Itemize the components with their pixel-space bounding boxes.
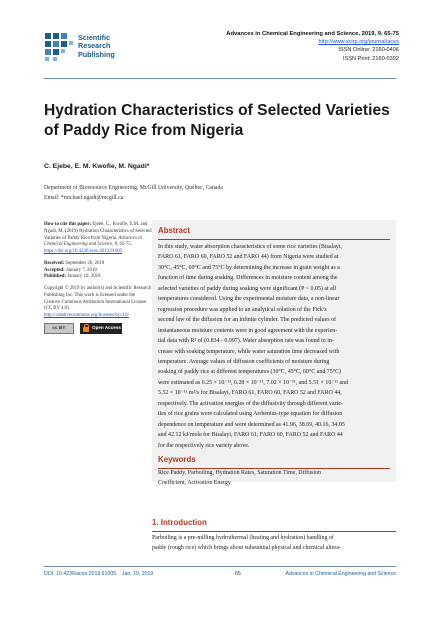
accepted-date: Accepted: January 7, 2018 xyxy=(44,267,97,273)
abstract-line: temperature. Average values of diffusion coefficients of moisture during xyxy=(158,358,330,365)
affiliation-text: Department of Bioresource Engineering, McGill University, Québec, Canada xyxy=(44,185,223,191)
issn-online: ISSN Online: 2160-0406 xyxy=(338,47,399,54)
abstract-line: selected varieties of paddy during soaking were significant (P < 0.05) at all xyxy=(158,285,337,292)
page-header xyxy=(0,0,440,86)
citation-doi-link[interactable]: https://doi.org/10.4236/aces.2019.91005 xyxy=(44,249,123,254)
dates-block xyxy=(44,261,152,281)
open-access-badge[interactable] xyxy=(80,323,122,334)
abstract-line: FARO 61, FARO 60, FARO 52 and FARO 44) from Nigeria were studied at xyxy=(158,254,339,261)
license-link[interactable]: http://creativecommons.org/licenses/by/4.0/ xyxy=(44,313,129,318)
keywords-heading: Keywords xyxy=(158,455,196,464)
keywords-body xyxy=(158,468,390,489)
abstract-line: dependence on temperature and were determined as 41.96, 38.69, 40.16, 34.05 xyxy=(158,421,345,428)
footer-doi[interactable]: DOI: 10.4236/aces.2019.91005 xyxy=(44,571,117,577)
abstract-line: instantaneous moisture contents were in good agreement with the experien- xyxy=(158,327,338,334)
open-access-label: Open Access xyxy=(92,324,121,330)
abstract-body xyxy=(158,242,390,451)
abstract-heading: Abstract xyxy=(158,226,191,235)
footer-divider xyxy=(44,566,396,567)
open-access-lock-icon xyxy=(83,324,89,332)
abstract-divider xyxy=(158,239,390,240)
citation-journal: Advances in Chemical Engineering and Science, 9 xyxy=(44,235,142,248)
introduction-body xyxy=(152,533,396,554)
footer-doi-date xyxy=(44,571,153,577)
article-authors: C. Ejebe, E. M. Kwofie, M. Ngadi* xyxy=(44,163,150,170)
published-date: Published: January 10, 2018 xyxy=(44,274,101,280)
article-title: Hydration Characteristics of Selected Varieties of Paddy Rice from Nigeria xyxy=(44,102,390,139)
copyright-text: Copyright © 2019 by author(s) and Scientific Research Publishing Inc. This work is licensed under the Creative Commons Attribution International License (CC BY 4.0). xyxy=(44,286,152,312)
journal-url-link[interactable]: http://www.scirp.org/journal/aces xyxy=(318,39,399,46)
abstract-line: regression procedure was applied to an analytical solution of the Fick’s xyxy=(158,306,327,313)
author-affiliation xyxy=(44,183,223,203)
citation-text: Ejebe, C., Kwofie, E.M. and Ngadi, M. (2019) Hydration Characteristics of Selected Varieties of Paddy Rice from Nigeria. xyxy=(44,222,152,241)
author-email: Email: *michael.ngadi@mcgill.ca xyxy=(44,195,124,201)
footer-date: Jan. 10, 2019 xyxy=(121,571,154,577)
page-footer xyxy=(44,571,396,581)
introduction-line: Parboiling is a pre-milling hydrothermal (heating and hydration) handling of xyxy=(152,535,334,541)
footer-journal: Advances in Chemical Engineering and Science xyxy=(285,571,396,577)
abstract-line: In this study, water absorption characteristics of some rice varieties (Bisalayi, xyxy=(158,244,342,250)
journal-info xyxy=(226,30,399,63)
article-sidebar xyxy=(44,222,152,339)
copyright-block xyxy=(44,286,152,334)
abstract-line: 30°C, 45°C, 60°C and 75°C by determining the increase in grain weight as a xyxy=(158,264,340,271)
abstract-line: temperatures considered. Using the experimental moisture data, a non-linear xyxy=(158,296,340,303)
keywords-line: Rice Paddy, Parboiling, Hydration Rates, Saturation Time, Diffusion xyxy=(158,470,321,476)
citation-pages: , 65-75. xyxy=(117,242,132,248)
received-date: Received: September 26, 2018 xyxy=(44,260,105,266)
abstract-line: function of time during soaking. Differences in moisture content among the xyxy=(158,275,338,282)
license-badges xyxy=(44,323,152,334)
abstract-line: respectively. The activation energies of the diffusivity through different varie- xyxy=(158,400,343,407)
introduction-line: paddy (rough rice) which brings about substantial physical and chemical altera- xyxy=(152,545,341,552)
introduction-divider xyxy=(152,531,396,532)
abstract-line: were estimated as 6.25 × 10⁻¹¹, 6.28 × 10⁻¹¹, 7.02 × 10⁻¹¹, and 5.51 × 10⁻¹¹ and xyxy=(158,379,349,386)
issn-print: ISSN Print: 2160-0392 xyxy=(343,55,399,62)
abstract-line: second law of the diffusion for an infinite cylinder. The predicted values of xyxy=(158,317,337,324)
cc-by-badge[interactable]: cc BY xyxy=(44,323,74,334)
header-divider xyxy=(44,78,396,79)
abstract-line: soaking of paddy rice at different temperatures (30°C, 45°C, 60°C and 75°C) xyxy=(158,369,342,376)
abstract-line: 5.52 × 10⁻¹¹ m²/s for Bisalayi, FARO 61, FARO 60, FARO 52 and FARO 44, xyxy=(158,390,342,397)
page-number: 65 xyxy=(235,571,241,577)
introduction-heading: 1. Introduction xyxy=(152,518,207,527)
abstract-line: for the respectively rice variety above. xyxy=(158,442,250,449)
publisher-logo[interactable] xyxy=(44,32,154,68)
citation-label: How to cite this paper: xyxy=(44,222,92,227)
citation-block xyxy=(44,222,152,256)
scirp-logo-icon xyxy=(44,32,74,62)
publisher-name: Scientific Research Publishing xyxy=(78,33,115,59)
abstract-line: ties of rice grains were calculated using Arrhenius-type equation for diffusion xyxy=(158,411,343,418)
keywords-line: Coefficient, Activation Energy xyxy=(158,480,231,487)
journal-title: Advances in Chemical Engineering and Science, 2019, 9, 65-75 xyxy=(226,31,399,37)
abstract-line: and 42.12 kJ/mole for Bisalayi, FARO 61, FARO 60, FARO 52 and FARO 44 xyxy=(158,432,343,439)
abstract-line: tial data with R² of (0.834 - 0.997). Water absorption rate was found to in- xyxy=(158,338,334,345)
abstract-line: crease with soaking temperature, while water saturation time decreased with xyxy=(158,348,340,355)
